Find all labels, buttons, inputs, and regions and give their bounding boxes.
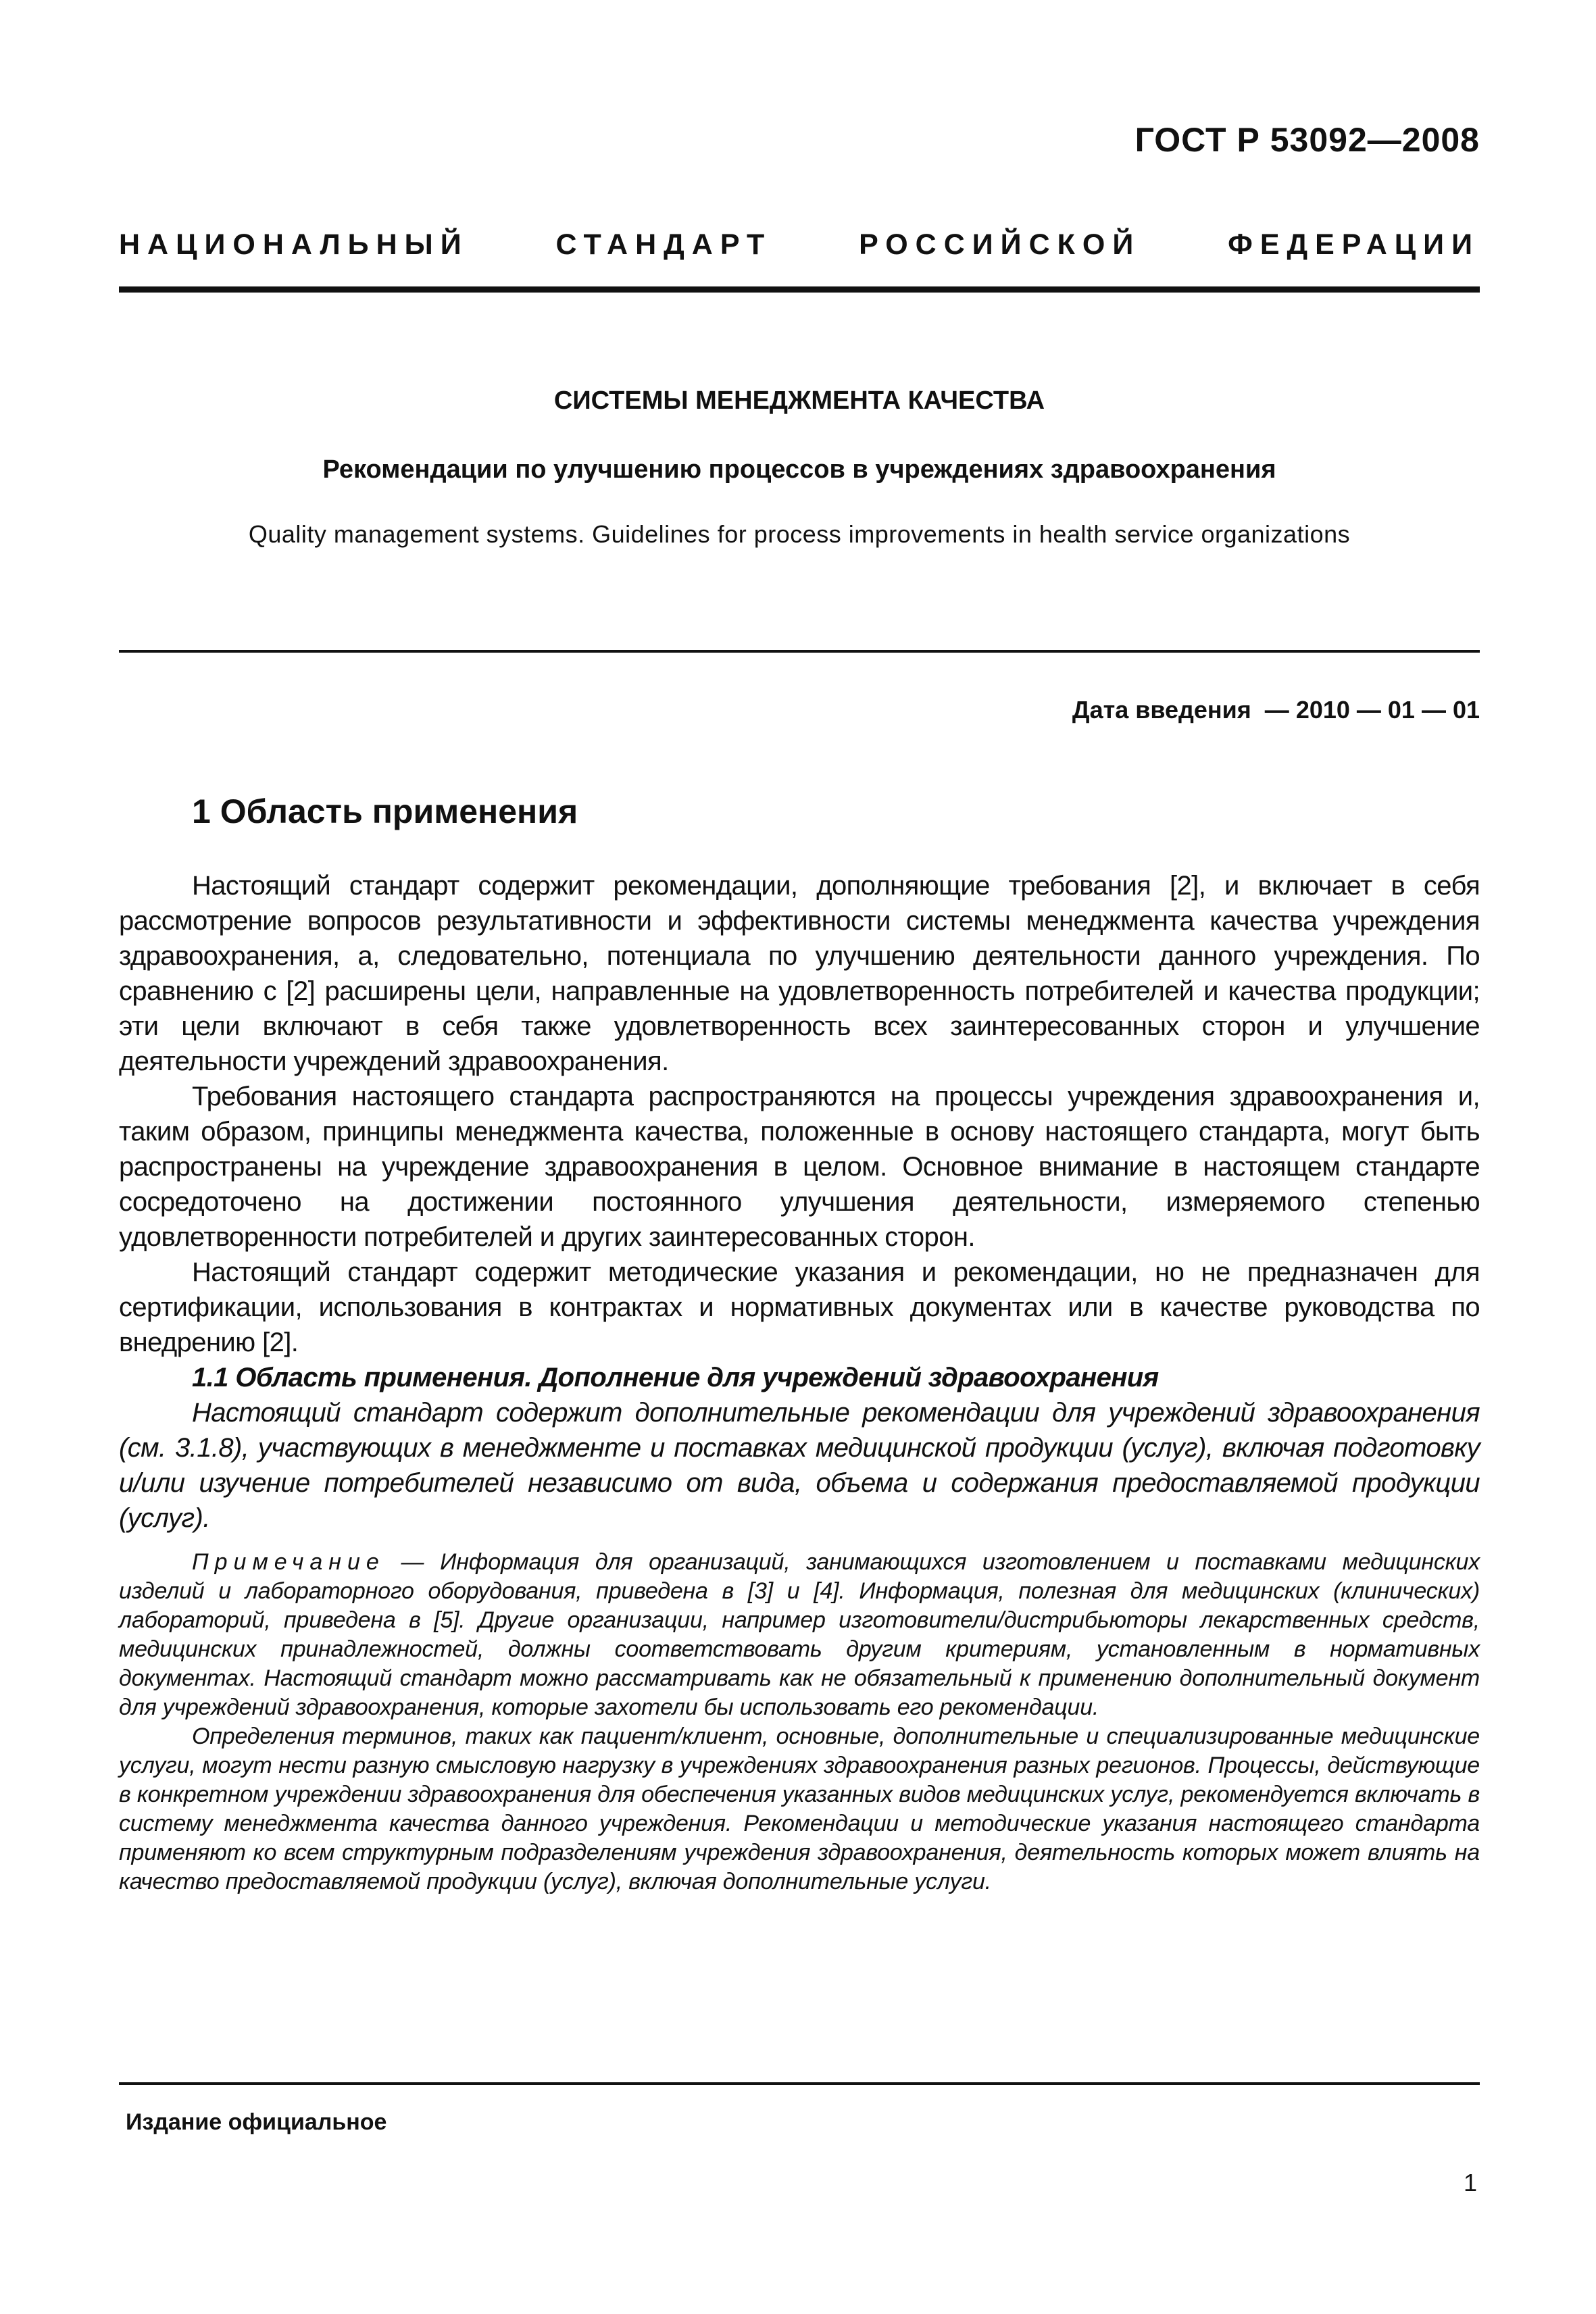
header-divider [119, 286, 1480, 293]
note-paragraph-2: Определения терминов, таких как пациент/клиент, основные, дополнительные и специализированные медицинские услуги, могут нести разную смысловую нагрузку в учреждениях здравоохранения разных регионов. Процессы, действующие в конкретном учреждении здравоохранения для обеспечения указанных видов медицинских услуг, рекомендуется включать в систему менеджмента качества данного учреждения. Рекомендации и методические указания настоящего стандарта применяют ко всем структурным подразделениям учреждения здравоохранения, деятельность которых может влиять на качество предоставляемой продукции (услуг), включая дополнительные услуги. [119, 1724, 1480, 1894]
section-heading-scope: 1 Область применения [192, 793, 578, 830]
paragraph: Настоящий стандарт содержит рекомендации, дополняющие требования [2], и включает в себя рассмотрение вопросов результативности и эффективности системы менеджмента качества учреждения здравоохранения, а, следовательно, потенциала по улучшению деятельности данного учреждения. По сравнению с [2] расширены цели, направленные на удовлетворенность потребителей и качества продукции; эти цели включают в себя также удовлетворенность всех заинтересованных сторон и улучшение деятельности учреждений здравоохранения. [119, 871, 1480, 1076]
introduction-date: Дата введения — 2010 — 01 — 01 [1072, 696, 1480, 724]
national-standard-banner: НАЦИОНАЛЬНЫЙ СТАНДАРТ РОССИЙСКОЙ ФЕДЕРАЦИИ [119, 228, 1480, 261]
document-title-english: Quality management systems. Guidelines for process improvements in health service organizations [248, 520, 1351, 548]
note-block [119, 1548, 1480, 1896]
subsection-heading: 1.1 Область применения. Дополнение для учреждений здравоохранения [192, 1363, 1159, 1392]
page-number: 1 [1463, 2169, 1477, 2196]
edition-label: Издание официальное [126, 2109, 387, 2135]
note-label: Примечание [192, 1549, 385, 1575]
document-title: СИСТЕМЫ МЕНЕДЖМЕНТА КАЧЕСТВА [553, 386, 1045, 415]
note-text: — Информация для организаций, занимающихся изготовлением и поставками медицинских изделий и лабораторного оборудования, приведена в [3] и [4]. Информация, полезная для медицинских (клинических) лабораторий, приведена в [5]. Другие организации, например изготовители/дистрибьюторы лекарственных средств, медицинских принадлежностей, должны соответствовать другим критериям, установленным в нормативных документах. Настоящий стандарт можно рассматривать как не обязательный к применению дополнительный документ для учреждений здравоохранения, которые захотели бы использовать его рекомендации. [119, 1549, 1480, 1720]
paragraph: Требования настоящего стандарта распространяются на процессы учреждения здравоохранения и, таким образом, принципы менеджмента качества, положенные в основу настоящего стандарта, могут быть распространены на учреждение здравоохранения в целом. Основное внимание в настоящем стандарте сосредоточено на достижении постоянного улучшения деятельности, измеряемого степенью удовлетворенности потребителей и других заинтересованных сторон. [119, 1082, 1480, 1252]
note-paragraph [119, 1548, 1480, 1722]
title-divider [119, 650, 1480, 653]
section-body [119, 868, 1480, 1896]
paragraph: Настоящий стандарт содержит методические указания и рекомендации, но не предназначен для сертификации, использования в контрактах и нормативных документах или в качестве руководства по внедрению [2]. [119, 1257, 1480, 1357]
document-subtitle: Рекомендации по улучшению процессов в учреждениях здравоохранения [322, 455, 1276, 484]
footer-divider [119, 2082, 1480, 2085]
document-number: ГОСТ Р 53092—2008 [1134, 121, 1480, 159]
subsection-paragraph: Настоящий стандарт содержит дополнительные рекомендации для учреждений здравоохранения (см. 3.1.8), участвующих в менеджменте и поставках медицинской продукции (услуг), включая подготовку и/или изучение потребителей независимо от вида, объема и содержания предоставляемой продукции (услуг). [119, 1398, 1480, 1533]
